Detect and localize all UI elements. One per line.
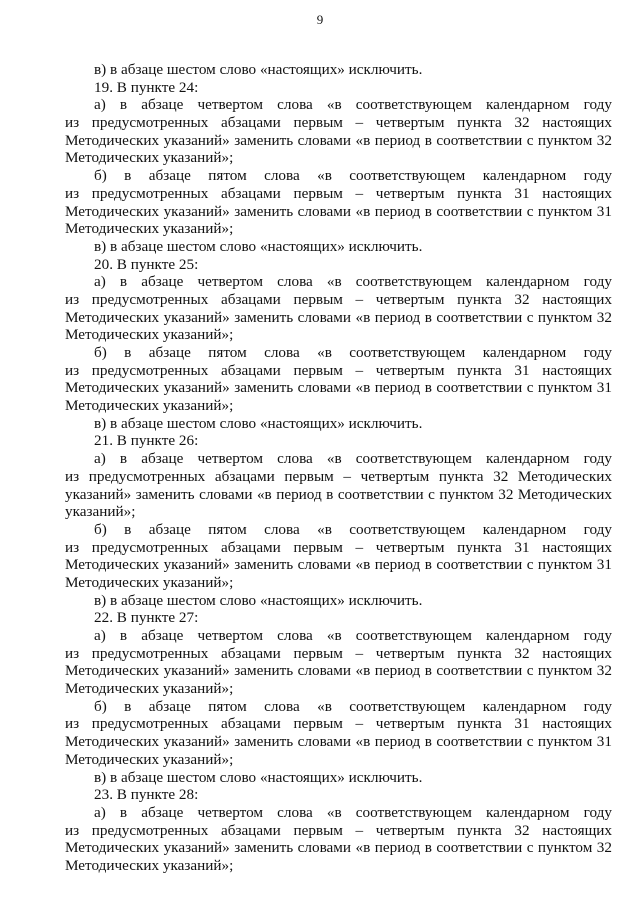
text-line: 19. В пункте 24:: [94, 78, 199, 96]
text-line: а) в абзаце четвертом слова «в соответствующем календарном году: [94, 627, 612, 644]
text-line: а) в абзаце четвертом слова «в соответствующем календарном году: [94, 96, 612, 114]
text-line: из предусмотренных абзацами первым – четвертым пункта 32 настоящих: [65, 821, 612, 839]
text-line: из предусмотренных абзацами первым – четвертым пункта 32 настоящих: [65, 290, 612, 308]
text-line: в) в абзаце шестом слово «настоящих» исключить.: [94, 591, 423, 609]
text-line: в) в абзаце шестом слово «настоящих» исключить.: [94, 414, 423, 432]
text-line: а) в абзаце четвертом слова «в соответствующем календарном году: [94, 273, 612, 291]
text-line: в) в абзаце шестом слово «настоящих» исключить.: [94, 237, 423, 255]
text-line: в) в абзаце шестом слово «настоящих» исключить.: [94, 61, 423, 78]
text-line: Методических указаний»;: [65, 750, 234, 768]
text-line: Методических указаний»;: [65, 397, 234, 415]
text-line: Методических указаний» заменить словами «в период в соответствии с пунктом 32: [65, 308, 612, 326]
text-line: Методических указаний» заменить словами «в период в соответствии с пунктом 31: [65, 202, 612, 220]
text-line: Методических указаний»;: [65, 149, 234, 167]
text-line: б) в абзаце пятом слова «в соответствующем календарном году: [94, 167, 612, 185]
text-line: из предусмотренных абзацами первым – четвертым пункта 31 настоящих: [65, 361, 612, 379]
text-line: Методических указаний» заменить словами «в период в соответствии с пунктом 32: [65, 662, 612, 680]
text-line: 23. В пункте 28:: [94, 786, 199, 804]
text-line: Методических указаний» заменить словами «в период в соответствии с пунктом 32: [65, 131, 612, 149]
text-line: из предусмотренных абзацами первым – четвертым пункта 31 настоящих: [65, 715, 612, 733]
text-line: из предусмотренных абзацами первым – четвертым пункта 32 Методических: [65, 467, 612, 485]
text-line: а) в абзаце четвертом слова «в соответствующем календарном году: [94, 803, 612, 821]
text-line: а) в абзаце четвертом слова «в соответствующем календарном году: [94, 450, 612, 468]
text-line: 22. В пункте 27:: [94, 609, 199, 627]
text-line: 20. В пункте 25:: [94, 255, 199, 273]
text-line: из предусмотренных абзацами первым – четвертым пункта 32 настоящих: [65, 644, 612, 662]
text-line: Методических указаний» заменить словами «в период в соответствии с пунктом 31: [65, 733, 612, 751]
text-line: из предусмотренных абзацами первым – четвертым пункта 31 настоящих: [65, 184, 612, 202]
text-line: указаний» заменить словами «в период в соответствии с пунктом 32 Методических: [65, 485, 612, 503]
document-body: [65, 61, 612, 875]
text-line: из предусмотренных абзацами первым – четвертым пункта 32 настоящих: [65, 114, 612, 132]
text-line: 21. В пункте 26:: [94, 432, 199, 450]
text-line: Методических указаний» заменить словами «в период в соответствии с пунктом 31: [65, 556, 612, 574]
text-line: Методических указаний»;: [65, 856, 234, 874]
text-line: указаний»;: [65, 503, 136, 521]
text-line: Методических указаний» заменить словами «в период в соответствии с пунктом 32: [65, 839, 612, 857]
text-line: в) в абзаце шестом слово «настоящих» исключить.: [94, 768, 423, 786]
text-line: Методических указаний» заменить словами «в период в соответствии с пунктом 31: [65, 379, 612, 397]
text-line: Методических указаний»;: [65, 220, 234, 238]
text-line: б) в абзаце пятом слова «в соответствующем календарном году: [94, 344, 612, 361]
text-line: из предусмотренных абзацами первым – четвертым пункта 31 настоящих: [65, 538, 612, 556]
page-number: 9: [316, 12, 324, 27]
text-line: Методических указаний»;: [65, 573, 234, 591]
text-line: б) в абзаце пятом слова «в соответствующем календарном году: [94, 697, 612, 715]
text-line: б) в абзаце пятом слова «в соответствующем календарном году: [94, 520, 612, 538]
text-line: Методических указаний»;: [65, 680, 234, 698]
text-line: Методических указаний»;: [65, 326, 234, 344]
